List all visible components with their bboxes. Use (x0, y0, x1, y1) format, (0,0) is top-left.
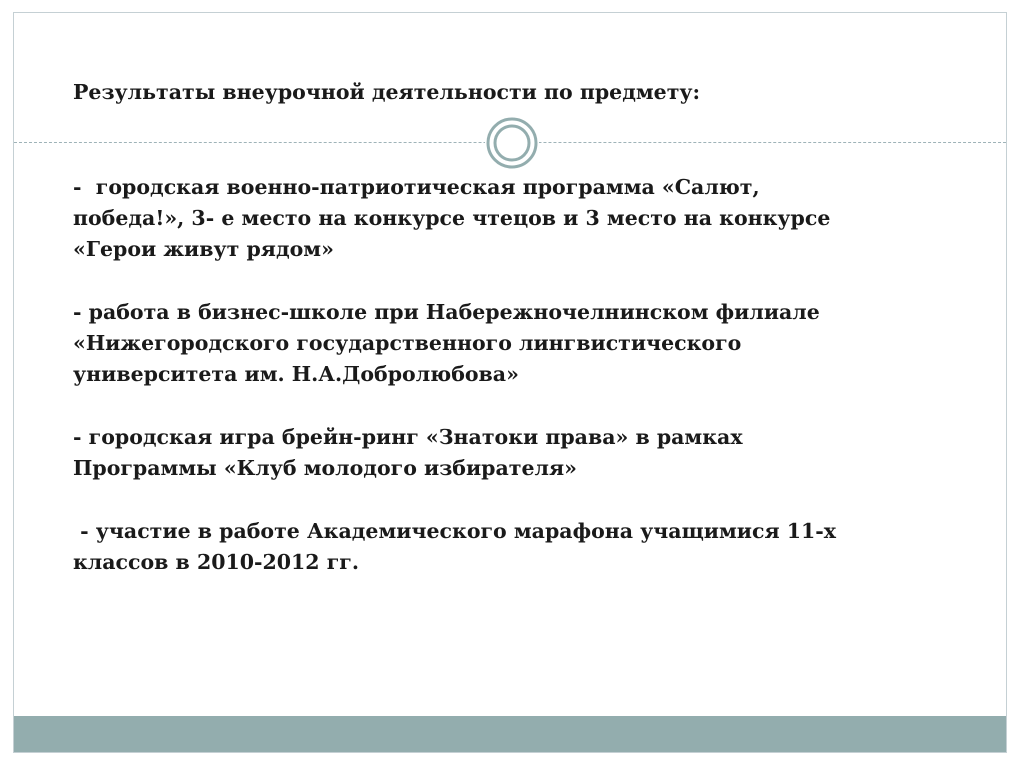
text-line: победа!», 3- е место на конкурсе чтецов и 3 место на конкурсе (73, 206, 831, 230)
paragraph-marathon (73, 516, 953, 578)
text-line: «Нижегородского государственного лингвистического (73, 331, 742, 355)
text-line: «Герои живут рядом» (73, 237, 334, 261)
ring-ornament-icon (484, 115, 540, 171)
text-line: - участие в работе Академического марафона учащимися 11-х (73, 519, 836, 543)
slide-body (73, 172, 953, 610)
slide-title: Результаты внеурочной деятельности по предмету: (73, 80, 701, 104)
footer-band (14, 716, 1006, 752)
text-line: университета им. Н.А.Добролюбова» (73, 362, 519, 386)
text-line: - работа в бизнес-школе при Набережночелнинском филиале (73, 300, 820, 324)
paragraph-brain-ring (73, 422, 953, 484)
text-line: - городская игра брейн-ринг «Знатоки права» в рамках (73, 425, 743, 449)
text-line: Программы «Клуб молодого избирателя» (73, 456, 577, 480)
text-line: классов в 2010-2012 гг. (73, 550, 359, 574)
paragraph-competitions (73, 172, 953, 265)
paragraph-business-school (73, 297, 953, 390)
text-line: - городская военно-патриотическая программа «Салют, (73, 175, 760, 199)
